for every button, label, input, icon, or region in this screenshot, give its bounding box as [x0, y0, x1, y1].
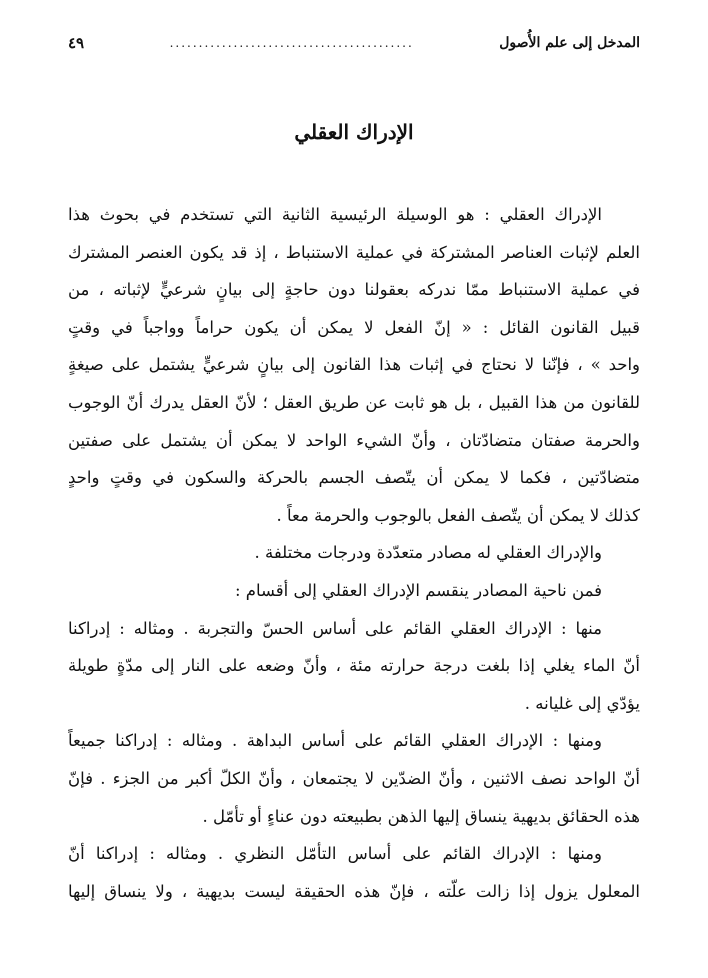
text-line: كذلك لا يمكن أن يتّصف الفعل بالوجوب والحرمة معاً .	[276, 505, 640, 525]
text-line: والإدراك العقلي له مصادر متعدّدة ودرجات مختلفة .	[254, 543, 602, 563]
text-line: منها : الإدراك العقلي القائم على أساس الحسّ والتجربة . ومثاله : إدراكنا	[68, 618, 602, 638]
body-text	[68, 196, 640, 910]
text-line: في عملية الاستنباط ممّا ندركه بعقولنا دون حاجةٍ إلى بيانٍ شرعيٍّ لإثباته ، من	[68, 280, 640, 300]
text-line: أنّ الماء يغلي إذا بلغت درجة حرارته مئة ، وأنّ وضعه على النار إلى مدّةٍ طويلة	[68, 656, 640, 676]
text-line: يؤدّي إلى غليانه .	[524, 693, 640, 713]
text-line: هذه الحقائق بديهية ينساق إليها الذهن بطبيعته دون عناءٍ أو تأمّل .	[202, 806, 640, 826]
text-line: قبيل القانون القائل : « إنّ الفعل لا يمكن أن يكون حراماً وواجباً في وقتٍ	[68, 317, 640, 337]
text-line: ومنها : الإدراك العقلي القائم على أساس البداهة . ومثاله : إدراكنا جميعاً	[68, 731, 602, 751]
text-line: الإدراك العقلي : هو الوسيلة الرئيسية الثانية التي تستخدم في بحوث هذا	[68, 205, 602, 224]
text-line: العلم لإثبات العناصر المشتركة في عملية الاستنباط ، إذ قد يكون العنصر المشترك	[68, 242, 640, 262]
running-title: المدخل إلى علم الأُصول	[499, 35, 640, 51]
text-line: متضادّتين ، فكما لا يمكن أن يتّصف الجسم بالحركة والسكون في وقتٍ واحدٍ	[68, 468, 640, 488]
text-line: للقانون من هذا القبيل ، بل هو ثابت عن طريق العقل ؛ لأنّ العقل يدرك أنّ الوجوب	[68, 392, 640, 412]
section-title: الإدراك العقلي	[294, 120, 414, 144]
text-line: ومنها : الإدراك القائم على أساس التأمّل النظري . ومثاله : إدراكنا أنّ	[68, 844, 602, 864]
text-line: واحد » ، فإنّنا لا نحتاج في إثبات هذا القانون إلى بيانٍ شرعيٍّ يشتمل على صيغةٍ	[68, 355, 640, 375]
leader-dots: ..........................................	[169, 36, 414, 50]
text-line: فمن ناحية المصادر ينقسم الإدراك العقلي إلى أقسام :	[235, 580, 602, 600]
text-line: أنّ الواحد نصف الاثنين ، وأنّ الضدّين لا يجتمعان ، وأنّ الكلّ أكبر من الجزء . فإنّ	[68, 768, 640, 788]
page-header	[68, 30, 640, 56]
text-line: والحرمة صفتان متضادّتان ، وأنّ الشيء الواحد لا يمكن أن يشتمل على صفتين	[68, 430, 640, 450]
text-line: المعلول يزول إذا زالت علّته ، فإنّ هذه الحقيقة ليست بديهية ، ولا ينساق إليها	[68, 881, 640, 901]
page-number: ٤٩	[68, 34, 85, 52]
